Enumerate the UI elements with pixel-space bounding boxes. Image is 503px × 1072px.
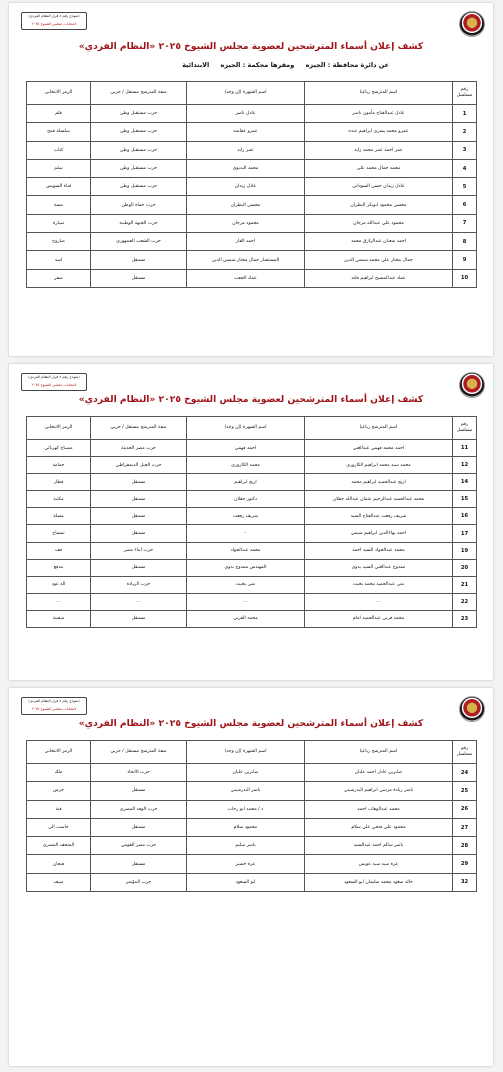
table-row <box>27 525 477 542</box>
serial-cell: 27 <box>453 818 477 836</box>
symbol-header: الرمز الانتخابي <box>27 417 91 440</box>
status-cell: مستقل <box>91 782 187 800</box>
symbol-cell: سلم <box>27 159 91 177</box>
table-row <box>27 196 477 214</box>
symbol-cell: صاروخ <box>27 233 91 251</box>
alias-cell: دكتور جقلان <box>187 491 305 508</box>
name-header: اسم المترشح رباعيا <box>305 82 453 105</box>
status-cell: مستقل <box>91 818 187 836</box>
serial-cell: 22 <box>453 593 477 610</box>
symbol-cell: سلسلة قمح <box>27 123 91 141</box>
symbol-cell: حاسب الي <box>27 818 91 836</box>
symbol-cell: ملك <box>27 764 91 782</box>
stamp-line-2: لانتخابات مجلس الشيوخ ٢٠٢٥ <box>31 706 77 711</box>
stamp-line-1: (نموذج رقم ٨ قرار النظام الفردي) <box>28 699 80 703</box>
status-cell: حزب الوفد المصري <box>91 800 187 818</box>
alias-header: اسم الشهرة (إن وجد) <box>187 741 305 764</box>
candidate-name-cell: منى عبدالحميد محمد بخيت <box>305 576 453 593</box>
status-cell: حزب مستقبل وطن <box>91 105 187 123</box>
alias-cell: عادل زيدان <box>187 178 305 196</box>
serial-cell: 4 <box>453 159 477 177</box>
candidate-name-cell: محمد عبدالحميد عبدالرحيم عثمان عبدالله جقلان <box>305 491 453 508</box>
symbol-cell: سيف <box>27 873 91 891</box>
alias-cell: عزة خضير <box>187 855 305 873</box>
table-row <box>27 123 477 141</box>
table-row <box>27 542 477 559</box>
symbol-cell: سفينة <box>27 610 91 627</box>
serial-cell: 3 <box>453 141 477 159</box>
alias-cell: عمر زايد <box>187 141 305 159</box>
serial-header: رقم مسلسل <box>453 741 477 764</box>
stamp-line-1: (نموذج رقم ٨ قرار النظام الفردي) <box>28 14 80 18</box>
candidate-name-cell: ناصر زيادة مرسي ابراهيم البدرشيني <box>305 782 453 800</box>
status-cell: حزب الجيل الديمقراطي <box>91 457 187 474</box>
status-cell: مستقل <box>91 251 187 269</box>
status-cell: حزب الجبهة الوطنية <box>91 214 187 232</box>
table-row <box>27 491 477 508</box>
candidate-name-cell: ممدوح عبدالغني السيد بدوي <box>305 559 453 576</box>
serial-cell: 23 <box>453 610 477 627</box>
alias-cell: منى بخيت <box>187 576 305 593</box>
serial-header: رقم مسلسل <box>453 417 477 440</box>
candidates-table <box>26 416 477 628</box>
serial-cell: 9 <box>453 251 477 269</box>
symbol-cell: قناة السويس <box>27 178 91 196</box>
alias-cell: محمد الكاروري <box>187 457 305 474</box>
symbol-cell: مصباح كهربائي <box>27 440 91 457</box>
status-cell: حزب ابناء مصر <box>91 542 187 559</box>
status-cell: مستقل <box>91 508 187 525</box>
status-cell: حزب مستقبل وطن <box>91 123 187 141</box>
symbol-cell: مدفع <box>27 559 91 576</box>
status-header: صفة المترشح مستقل / حزبي <box>91 741 187 764</box>
status-cell: مستقل <box>91 610 187 627</box>
status-cell: مستقل <box>91 269 187 287</box>
serial-cell: 8 <box>453 233 477 251</box>
alias-cell: ناصر البدرشيني <box>187 782 305 800</box>
table-row <box>27 178 477 196</box>
candidate-name-cell: محمود علي فتحي علي سلام <box>305 818 453 836</box>
serial-cell: 11 <box>453 440 477 457</box>
symbol-cell: سيارة <box>27 214 91 232</box>
alias-cell: احمد فهمي <box>187 440 305 457</box>
table-row <box>27 440 477 457</box>
alias-cell: ابو السعود <box>187 873 305 891</box>
symbol-cell: قطار <box>27 474 91 491</box>
alias-cell: - <box>187 525 305 542</box>
candidate-name-cell: عزة سيد سيد عويس <box>305 855 453 873</box>
name-header: اسم المترشح رباعيا <box>305 741 453 764</box>
symbol-cell: قف <box>27 542 91 559</box>
status-cell: مستقل <box>91 559 187 576</box>
serial-cell: 20 <box>453 559 477 576</box>
status-cell: حزب حماة الوطن <box>91 196 187 214</box>
candidate-name-cell: محمد عبدالوهاب احمد <box>305 800 453 818</box>
serial-cell: 12 <box>453 457 477 474</box>
serial-cell: 26 <box>453 800 477 818</box>
symbol-cell: قلم <box>27 105 91 123</box>
alias-cell: محمد عبدالجواد <box>187 542 305 559</box>
candidate-name-cell: احمد بهاءالدين ابراهيم شيمي <box>305 525 453 542</box>
stamp-line-2: لانتخابات مجلس الشيوخ ٢٠٢٥ <box>31 21 77 26</box>
egypt-emblem-icon <box>459 11 485 37</box>
status-cell: حزب الريادة <box>91 576 187 593</box>
candidate-name-cell: عماد عبدالمسيح ابراهيم فلته <box>305 269 453 287</box>
serial-cell: 15 <box>453 491 477 508</box>
table-row <box>27 576 477 593</box>
candidates-table <box>26 81 477 288</box>
candidate-name-cell: جمال مختار علي محمد شمس الدين <box>305 251 453 269</box>
status-header: صفة المترشح مستقل / حزبي <box>91 417 187 440</box>
symbol-cell: الة عود <box>27 576 91 593</box>
serial-cell: 5 <box>453 178 477 196</box>
status-cell: مستقل <box>91 474 187 491</box>
alias-cell: المهندس ممدوح بدوي <box>187 559 305 576</box>
alias-cell: محمد القرني <box>187 610 305 627</box>
serial-cell: 17 <box>453 525 477 542</box>
serial-cell: 10 <box>453 269 477 287</box>
symbol-cell: اسد <box>27 251 91 269</box>
alias-cell: محمود سلام <box>187 818 305 836</box>
candidate-name-cell: محمد سيد محمد ابراهيم الكاروري <box>305 457 453 474</box>
candidate-name-cell: ياسر سالم احمد عبدالسيد <box>305 837 453 855</box>
document-page-2 <box>9 364 493 680</box>
candidate-name-cell: عادل زيدان حسن السوداني <box>305 178 453 196</box>
page-title: كشف إعلان أسماء المترشحين لعضوية مجلس الشيوخ ٢٠٢٥ «النظام الفردي» <box>78 41 424 52</box>
symbol-header: الرمز الانتخابي <box>27 741 91 764</box>
table-row <box>27 474 477 491</box>
candidate-name-cell: احمد شعبان عبدالرازق محمد <box>305 233 453 251</box>
serial-header: رقم مسلسل <box>453 82 477 105</box>
symbol-cell: مسلة <box>27 508 91 525</box>
alias-cell: محمود مرجان <box>187 214 305 232</box>
symbol-cell: صقر <box>27 269 91 287</box>
candidate-name-cell: محمد جمال محمد علي <box>305 159 453 177</box>
candidate-name-cell: احمد محمد فهمي عبدالغني <box>305 440 453 457</box>
alias-header: اسم الشهرة (إن وجد) <box>187 417 305 440</box>
governorate-label: عن دائرة محافظة : الجيزه <box>305 61 389 69</box>
serial-cell: 19 <box>453 542 477 559</box>
alias-cell: محمد البديوي <box>187 159 305 177</box>
status-cell: مستقل <box>91 855 187 873</box>
table-row <box>27 837 477 855</box>
document-page-3 <box>9 688 493 1066</box>
serial-cell: 1 <box>453 105 477 123</box>
alias-cell: احمد القار <box>187 233 305 251</box>
status-cell: حزب مستقبل وطن <box>91 178 187 196</box>
serial-cell: 7 <box>453 214 477 232</box>
table-row <box>27 269 477 287</box>
table-row <box>27 141 477 159</box>
alias-cell: عماد الجعب <box>187 269 305 287</box>
serial-cell: 21 <box>453 576 477 593</box>
table-row <box>27 593 477 610</box>
form-stamp <box>21 697 87 715</box>
status-cell: مستقل <box>91 525 187 542</box>
status-cell: ... <box>91 593 187 610</box>
alias-cell: ياسر سليم <box>187 837 305 855</box>
alias-cell: د / محمد ابو رحاب <box>187 800 305 818</box>
status-cell: حزب مصر القومي <box>91 837 187 855</box>
candidate-name-cell: شريف رفعت عبدالفتاح السيد <box>305 508 453 525</box>
symbol-cell: جرس <box>27 782 91 800</box>
candidate-name-cell: اريج عبدالحميد ابراهيم محمد <box>305 474 453 491</box>
candidate-name-cell: محمد قرني عبدالحميد امام <box>305 610 453 627</box>
page-title: كشف إعلان أسماء المترشحين لعضوية مجلس الشيوخ ٢٠٢٥ «النظام الفردي» <box>78 718 424 729</box>
symbol-cell: مسة <box>27 196 91 214</box>
symbol-cell: تمساح <box>27 525 91 542</box>
table-row <box>27 457 477 474</box>
candidate-name-cell: ... <box>305 593 453 610</box>
status-cell: حزب المؤتمر <box>91 873 187 891</box>
stamp-line-1: (نموذج رقم ٨ قرار النظام الفردي) <box>28 375 80 379</box>
status-cell: حزب مستقبل وطن <box>91 159 187 177</box>
symbol-cell: كتاب <box>27 141 91 159</box>
candidate-name-cell: عمر احمد عمر محمد زايد <box>305 141 453 159</box>
symbol-cell: المتحف المصري <box>27 837 91 855</box>
form-stamp <box>21 12 87 30</box>
court-label: ومقرها محكمة : الجيزه <box>220 61 295 69</box>
candidate-name-cell: محسن محمود ابوبكر البطران <box>305 196 453 214</box>
symbol-cell: مكتبة <box>27 491 91 508</box>
table-row <box>27 559 477 576</box>
table-row <box>27 800 477 818</box>
alias-cell: اريج ابراهيم <box>187 474 305 491</box>
alias-header: اسم الشهرة (إن وجد) <box>187 82 305 105</box>
table-row <box>27 764 477 782</box>
form-stamp <box>21 373 87 391</box>
candidate-name-cell: محمد عبدالجواد السيد احمد <box>305 542 453 559</box>
status-cell: مستقل <box>91 491 187 508</box>
table-row <box>27 782 477 800</box>
candidate-name-cell: خالد سعود محمد سليمان ابو السعود <box>305 873 453 891</box>
candidates-table <box>26 740 477 892</box>
level-label: الابتدائية <box>182 61 210 69</box>
candidate-name-cell: صابرين عادل احمد عليان <box>305 764 453 782</box>
table-row <box>27 233 477 251</box>
serial-cell: 29 <box>453 855 477 873</box>
serial-cell: 32 <box>453 873 477 891</box>
symbol-header: الرمز الانتخابي <box>27 82 91 105</box>
alias-cell: صابرين عليان <box>187 764 305 782</box>
symbol-cell: فنجان <box>27 855 91 873</box>
candidate-name-cell: عادل عبدالفتاح مأمون ناصر <box>305 105 453 123</box>
alias-cell: عمرو عقاشه <box>187 123 305 141</box>
table-row <box>27 508 477 525</box>
status-cell: حزب الشعب الجمهوري <box>91 233 187 251</box>
alias-cell: عادل ناصر <box>187 105 305 123</box>
alias-cell: المستشار جمال مختار شمس الدين <box>187 251 305 269</box>
serial-cell: 6 <box>453 196 477 214</box>
table-row <box>27 214 477 232</box>
table-row <box>27 855 477 873</box>
serial-cell: 28 <box>453 837 477 855</box>
table-row <box>27 818 477 836</box>
table-row <box>27 610 477 627</box>
stamp-line-2: لانتخابات مجلس الشيوخ ٢٠٢٥ <box>31 382 77 387</box>
serial-cell: 24 <box>453 764 477 782</box>
table-row <box>27 159 477 177</box>
table-row <box>27 873 477 891</box>
serial-cell: 14 <box>453 474 477 491</box>
candidate-name-cell: عمرو محمد يسري ابراهيم عبده <box>305 123 453 141</box>
symbol-cell: حمامة <box>27 457 91 474</box>
district-subtitle <box>173 61 389 69</box>
alias-cell: شريف رفعت <box>187 508 305 525</box>
serial-cell: 2 <box>453 123 477 141</box>
symbol-cell: ... <box>27 593 91 610</box>
status-cell: حزب مستقبل وطن <box>91 141 187 159</box>
serial-cell: 25 <box>453 782 477 800</box>
table-row <box>27 251 477 269</box>
document-page-1 <box>9 3 493 356</box>
alias-cell: ... <box>187 593 305 610</box>
symbol-cell: قبة <box>27 800 91 818</box>
alias-cell: محسن البطران <box>187 196 305 214</box>
status-cell: حزب مصر الحديثة <box>91 440 187 457</box>
table-row <box>27 105 477 123</box>
status-header: صفة المترشح مستقل / حزبي <box>91 82 187 105</box>
name-header: اسم المترشح رباعيا <box>305 417 453 440</box>
serial-cell: 16 <box>453 508 477 525</box>
candidate-name-cell: محمود علي عبدالله مرجان <box>305 214 453 232</box>
status-cell: حزب الاتحاد <box>91 764 187 782</box>
page-title: كشف إعلان أسماء المترشحين لعضوية مجلس الشيوخ ٢٠٢٥ «النظام الفردي» <box>78 394 424 405</box>
